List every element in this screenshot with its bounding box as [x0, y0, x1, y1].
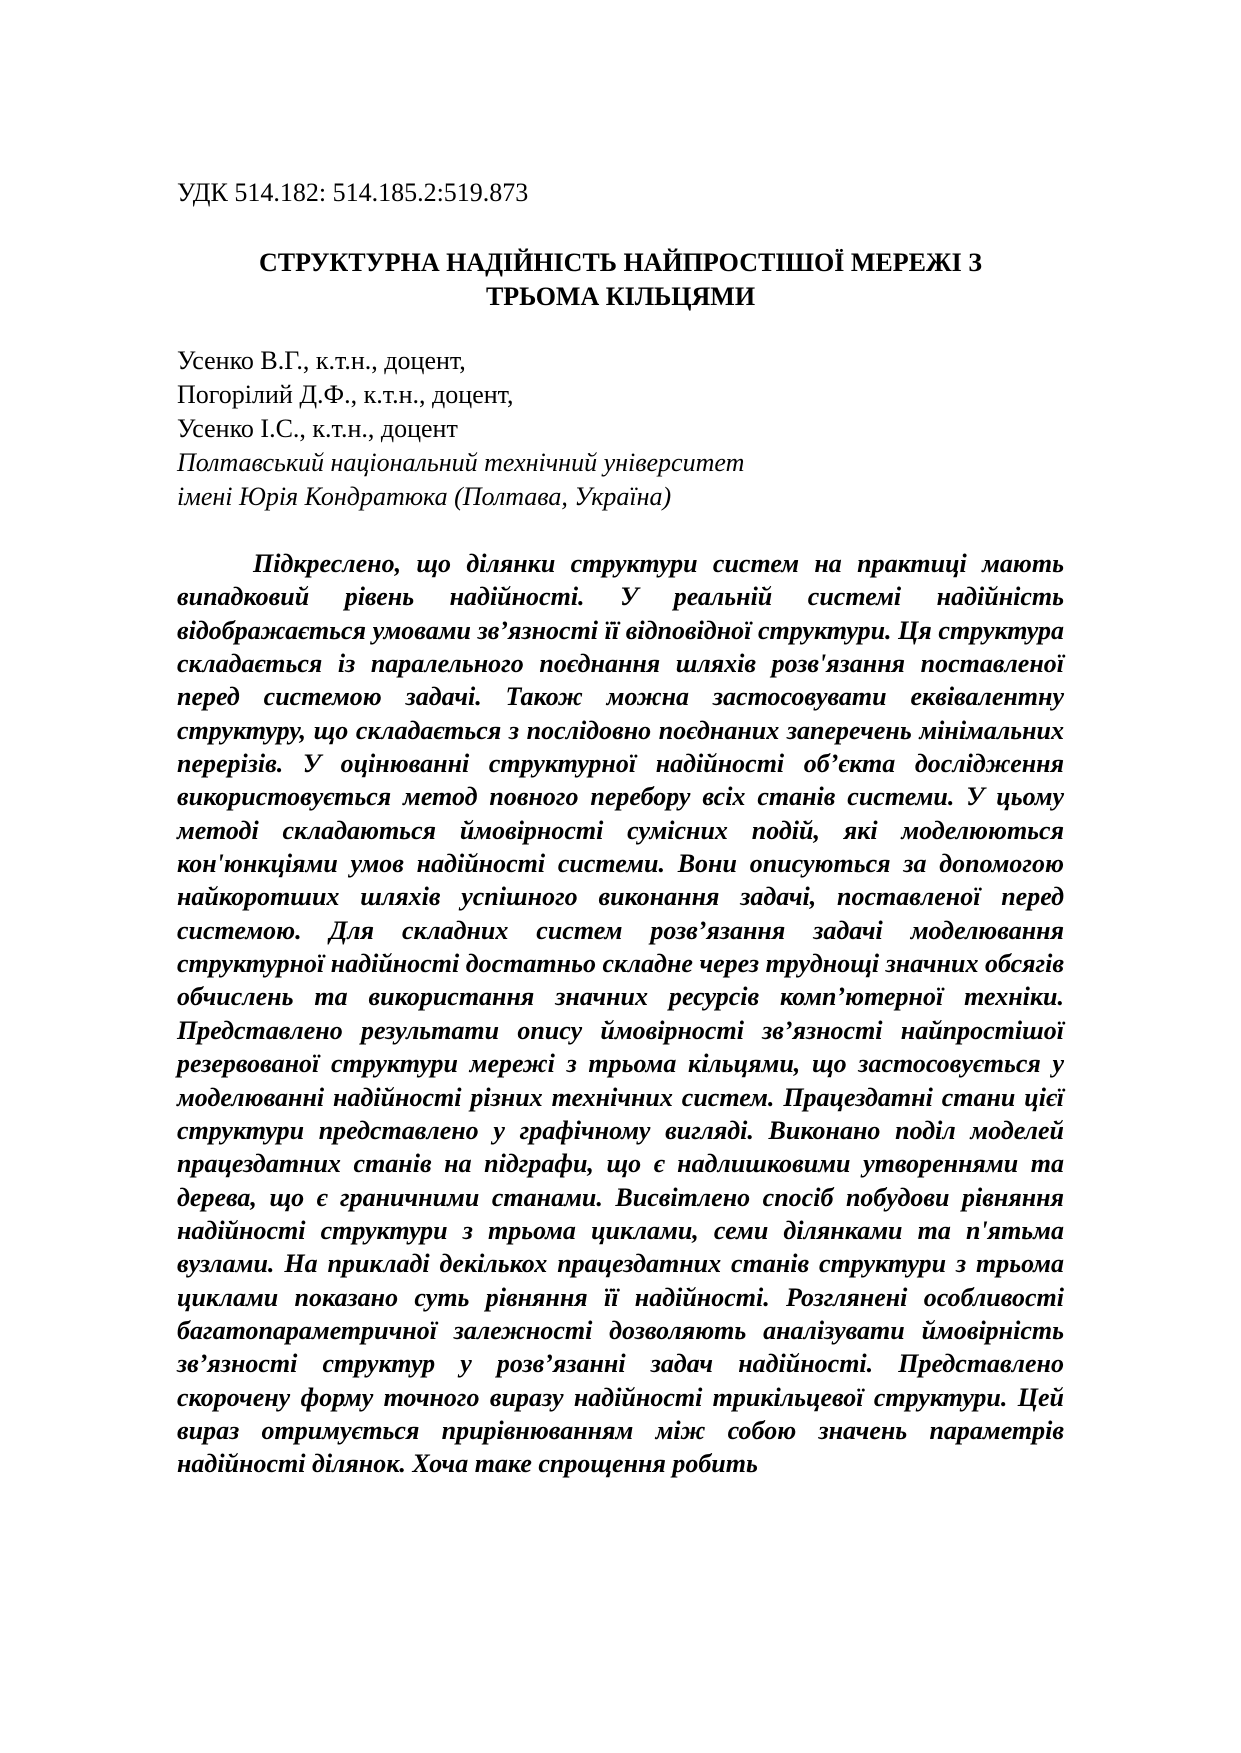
author-3: Усенко І.С., к.т.н., доцент: [177, 414, 458, 443]
abstract-paragraph: Підкреслено, що ділянки структури систем на практиці мають випадковий рівень надійності. У реальній системі надійність відображається умовами зв’язності її відповідної структури. Ця структура складається із паралельного поєднання шляхів розв'язання поставленої перед системою задачі. Також можна застосовувати еквівалентну структуру, що складається з послідовно поєднаних заперечень мінімальних перерізів. У оцінюванні структурної надійності об’єкта дослідження використовується метод повного перебору всіх станів системи. У цьому методі складаються ймовірності сумісних подій, які моделюються кон'юнкціями умов надійності системи. Вони описуються за допомогою найкоротших шляхів успішного виконання задачі, поставленої перед системою. Для складних систем розв’язання задачі моделювання структурної надійності достатньо складне через труднощі значних обсягів обчислень та використання значних ресурсів комп’ютерної техніки. Представлено результати опису ймовірності зв’язності найпростішої резервованої структури мережі з трьома кільцями, що застосовується у моделюванні надійності різних технічних систем. Працездатні стани цієї структури представлено у графічному вигляді. Виконано поділ моделей працездатних станів на підграфи, що є надлишковими утвореннями та дерева, що є граничними станами. Висвітлено спосіб побудови рівняння надійності структури з трьома циклами, семи ділянками та п'ятьма вузлами. На прикладі декількох працездатних станів структури з трьома циклами показано суть рівняння її надійності. Розглянені особливості багатопараметричної залежності дозволяють аналізувати ймовірність зв’язності структур у розв’язанні задач надійності. Представлено скорочену форму точного виразу надійності трикільцевої структури. Цей вираз отримується прирівнюванням між собою значень параметрів надійності ділянок. Хоча таке спрощення робить: [177, 549, 1064, 1479]
affiliation: [177, 446, 744, 514]
paper-title: [150, 246, 1091, 314]
affiliation-line-2: імені Юрія Кондратюка (Полтава, Україна): [177, 482, 672, 511]
udc-code: УДК 514.182: 514.185.2:519.873: [177, 178, 529, 207]
author-1: Усенко В.Г., к.т.н., доцент,: [177, 346, 466, 375]
author-2: Погорілий Д.Ф., к.т.н., доцент,: [177, 380, 514, 409]
affiliation-line-1: Полтавський національний технічний університет: [177, 448, 745, 477]
paper-title-line-1: СТРУКТУРНА НАДІЙНІСТЬ НАЙПРОСТІШОЇ МЕРЕЖІ З: [259, 248, 982, 277]
paper-title-line-2: ТРЬОМА КІЛЬЦЯМИ: [485, 282, 756, 311]
author-list: [177, 344, 514, 446]
